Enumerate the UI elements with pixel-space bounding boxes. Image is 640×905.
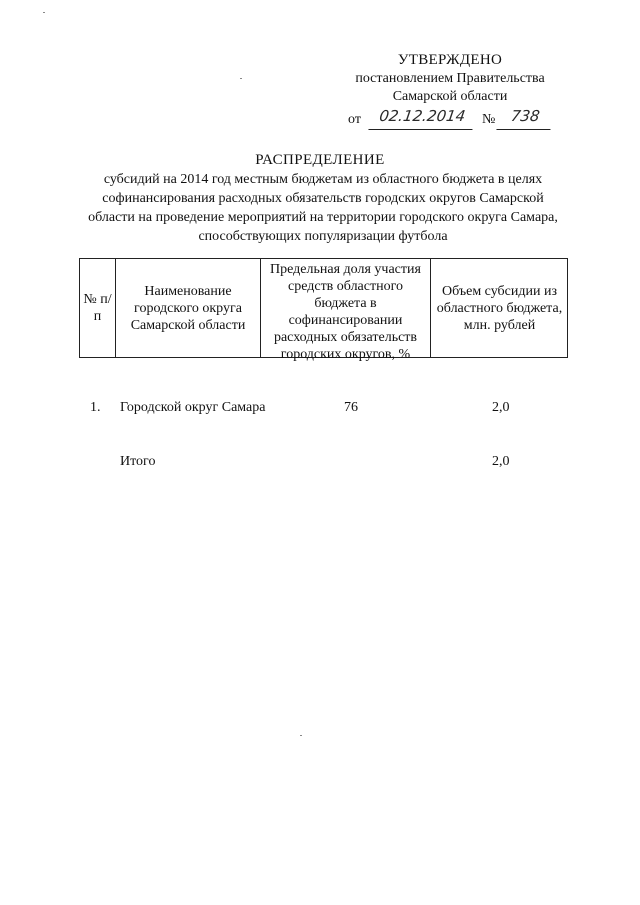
row-subsidy-amount: 2,0 — [492, 400, 510, 415]
total-label: Итого — [120, 454, 156, 469]
table-header — [79, 258, 568, 362]
document-subtitle: субсидий на 2014 год местным бюджетам из областного бюджета в целях софинансирования расходных обязательств городских округов Самарской области на проведение мероприятий на территории городского округа Самара, способствующих популяризации футбола — [88, 172, 558, 244]
approval-title: УТВЕРЖДЕНО — [397, 52, 503, 68]
date-prefix: от — [348, 112, 361, 127]
approval-line-1: постановлением Правительства — [355, 71, 545, 86]
total-amount: 2,0 — [492, 454, 510, 469]
handwritten-date: 02.12.2014 — [368, 107, 475, 130]
header-cell-number: № п/п — [80, 259, 116, 357]
row-number: 1. — [90, 400, 101, 415]
scan-speck — [43, 12, 45, 13]
row-district-name: Городской округ Самара — [120, 400, 266, 415]
header-cell-district: Наименование городского округа Самарской области — [116, 259, 261, 357]
scan-speck — [300, 735, 302, 736]
approval-block — [330, 50, 570, 127]
header-cell-share: Предельная доля участия средств областного бюджета в софинансировании расходных обязательств городских округов, % — [261, 259, 431, 357]
approval-reference — [348, 107, 588, 132]
handwritten-number: 738 — [496, 107, 553, 130]
row-share-percent: 76 — [344, 400, 358, 415]
header-cell-amount: Объем субсидии из областного бюджета, млн. рублей — [436, 283, 563, 333]
scan-speck — [240, 78, 242, 79]
approval-line-2: Самарской области — [392, 89, 508, 104]
document-title: РАСПРЕДЕЛЕНИЕ — [255, 152, 385, 168]
number-prefix: № — [482, 112, 496, 127]
